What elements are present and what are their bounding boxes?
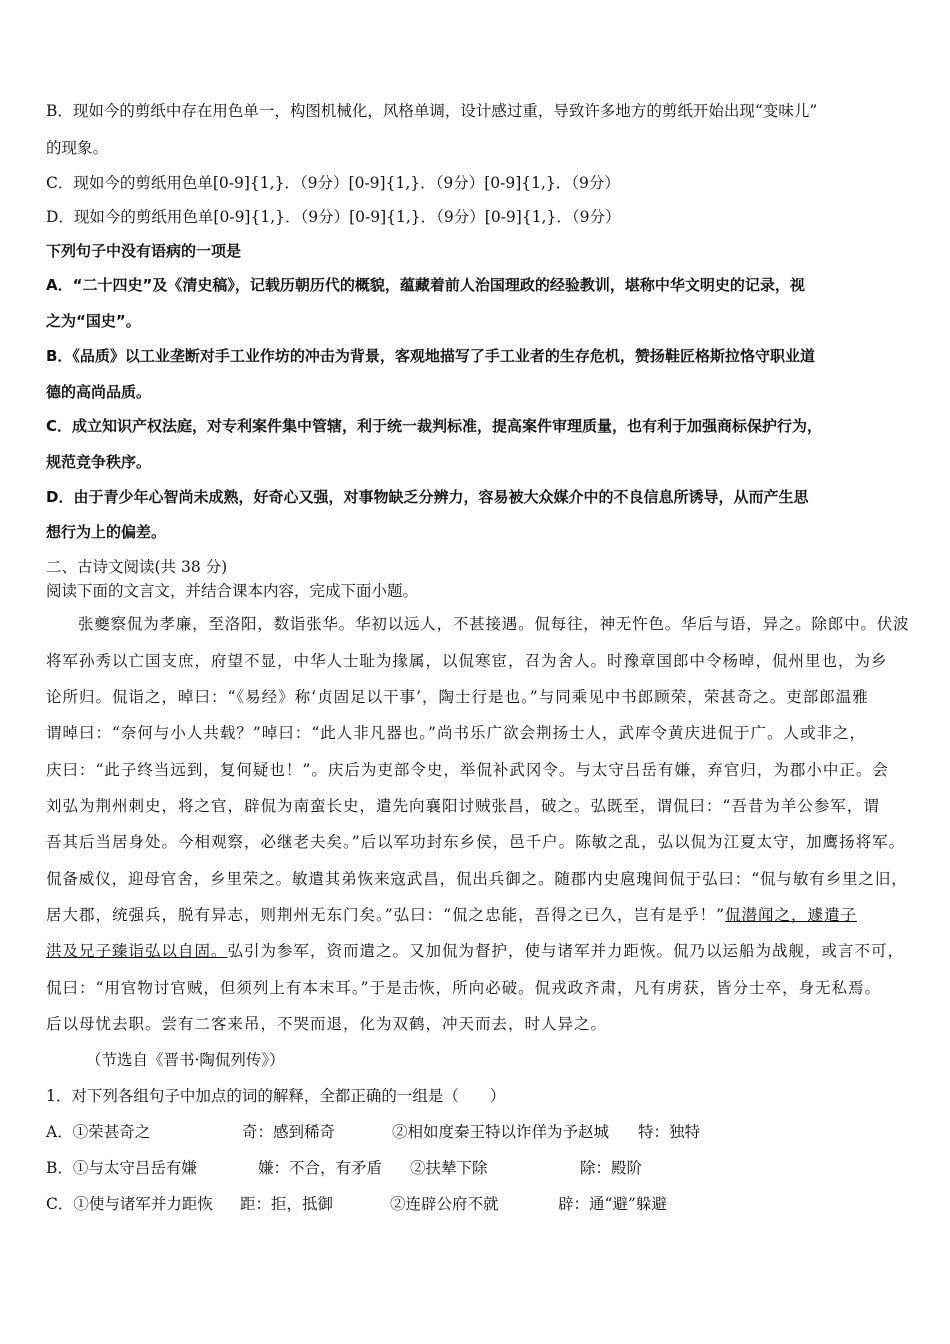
underlined-sentence-part1: 侃潜闻之，遽遣子 xyxy=(725,906,858,924)
q1-a-gloss1: 奇：感到稀奇 xyxy=(242,1123,336,1141)
passage-line-10-text: 弘引为参军，资而遣之。又加侃为督护，使与诸军并力距恢。侃乃以运船为战舰，或言不可， xyxy=(227,942,905,960)
passage-line-1: 张夔察侃为孝廉，至洛阳，数诣张华。华初以远人，不甚接遇。侃每往，神无忤色。华后与语，异之。除郎中。伏波 xyxy=(78,615,910,633)
q1-c-gloss1: 距：拒，抵御 xyxy=(240,1195,334,1213)
grammar-option-a-line2: 之为“国史”。 xyxy=(46,312,141,330)
grammar-option-a-line1: A．“二十四史”及《清史稿》，记载历朝历代的概貌，蕴藏着前人治国理政的经验教训，堪称中华文明史的记录，视 xyxy=(46,276,805,294)
q1-a-sentence2: ②相如度秦王特以诈佯为予赵城 xyxy=(392,1123,610,1141)
q1-option-b xyxy=(46,1158,642,1178)
passage-line-9 xyxy=(46,905,857,925)
grammar-option-c-line2: 规范竞争秩序。 xyxy=(46,453,152,471)
q1-option-c xyxy=(46,1194,667,1214)
q1-c-gloss2: 辟：通“避”躲避 xyxy=(558,1195,667,1213)
passage-line-7: 吾其后当居身处。今相观察，必继老夫矣。”后以军功封东乡侯，邑千户。陈敏之乱，弘以侃为江夏太守，加鹰扬将军。 xyxy=(46,833,906,851)
option-c: C．现如今的剪纸用色单[0-9]{1,}．（9分）[0-9]{1,}．（9分）[0-9]{1,}．（9分） xyxy=(46,174,620,192)
q1-a-gloss2: 特：独特 xyxy=(638,1123,701,1141)
grammar-option-b-line2: 德的高尚品质。 xyxy=(46,383,152,401)
passage-line-10 xyxy=(46,941,904,961)
option-b-line1: B．现如今的剪纸中存在用色单一，构图机械化，风格单调，设计感过重，导致许多地方的剪纸开始出现“变味儿” xyxy=(46,102,818,120)
grammar-question-stem: 下列句子中没有语病的一项是 xyxy=(46,242,242,260)
passage-line-5: 庆曰：“此子终当远到，复何疑也！”。庆后为吏部令史，举侃补武冈令。与太守吕岳有嫌，弃官归，为郡小中正。会 xyxy=(46,761,889,779)
q1-b-gloss2: 除：殿阶 xyxy=(580,1159,643,1177)
q1-b-sentence2: ②扶辇下除 xyxy=(410,1159,488,1177)
passage-line-4: 谓晫曰：“奈何与小人共载？”晫曰：“此人非凡器也。”尚书乐广欲会荆扬士人，武库令黄庆进侃于广。人或非之， xyxy=(46,724,866,742)
section-heading: 二、古诗文阅读(共 38 分) xyxy=(46,558,228,576)
question-1-stem: 1．对下列各组句子中加点的词的解释，全都正确的一组是（ ） xyxy=(46,1087,506,1105)
option-d: D．现如今的剪纸用色单[0-9]{1,}．（9分）[0-9]{1,}．（9分）[0-9]{1,}．（9分） xyxy=(46,208,621,226)
q1-c-sentence2: ②连辟公府不就 xyxy=(390,1195,499,1213)
option-b-line2: 的现象。 xyxy=(46,139,109,157)
grammar-option-b-line1: B．《品质》以工业垄断对手工业作坊的冲击为背景，客观地描写了手工业者的生存危机，赞扬鞋匠格斯拉恪守职业道 xyxy=(46,347,815,365)
grammar-option-d-line2: 想行为上的偏差。 xyxy=(46,523,167,541)
passage-line-11: 侃曰：“用官物讨官贼，但须列上有本末耳。”于是击恢，所向必破。侃戎政齐肃，凡有虏获，皆分士卒，身无私焉。 xyxy=(46,979,882,997)
passage-line-6: 刘弘为荆州刺史，将之官，辟侃为南蛮长史，遣先向襄阳讨贼张昌，破之。弘既至，谓侃曰：“吾昔为羊公参军，谓 xyxy=(46,797,880,815)
q1-c-sentence1: C．①使与诸军并力距恢 xyxy=(46,1195,213,1213)
q1-a-sentence1: A．①荣甚奇之 xyxy=(46,1123,151,1141)
q1-b-gloss1: 嫌：不合，有矛盾 xyxy=(258,1159,383,1177)
q1-b-sentence1: B．①与太守吕岳有嫌 xyxy=(46,1159,197,1177)
passage-line-2: 将军孙秀以亡国支庶，府望不显，中华人士耻为掾属，以侃寒宦，召为舍人。时豫章国郎中令杨晫，侃州里也，为乡 xyxy=(46,652,888,670)
underlined-sentence-part2: 洪及兄子臻诣弘以自固。 xyxy=(46,942,228,960)
q1-option-a xyxy=(46,1122,700,1142)
passage-line-9-text: 居大郡，统强兵，脱有异志，则荆州无东门矣。”弘曰：“侃之忠能，吾得之已久，岂有是乎！” xyxy=(46,906,726,924)
section-instruction: 阅读下面的文言文，并结合课本内容，完成下面小题。 xyxy=(46,582,419,600)
grammar-option-c-line1: C．成立知识产权法庭，对专利案件集中管辖，利于统一裁判标准，提高案件审理质量，也有利于加强商标保护行为， xyxy=(46,417,823,435)
passage-source: （节选自《晋书·陶侃列传》） xyxy=(86,1051,285,1069)
passage-line-3: 论所归。侃诣之，晫曰：“《易经》称‘贞固足以干事’，陶士行是也。”与同乘见中书郎顾荣，荣甚奇之。吏部郎温雅 xyxy=(46,688,869,706)
grammar-option-d-line1: D．由于青少年心智尚未成熟，好奇心又强，对事物缺乏分辨力，容易被大众媒介中的不良信息所诱导，从而产生思 xyxy=(46,488,809,506)
passage-line-12: 后以母忧去职。尝有二客来吊，不哭而退，化为双鹤，冲天而去，时人异之。 xyxy=(46,1015,608,1033)
passage-line-8: 侃备威仪，迎母官舍，乡里荣之。敏遣其弟恢来寇武昌，侃出兵御之。随郡内史扈瑰间侃于弘曰：“侃与敏有乡里之旧， xyxy=(46,870,908,888)
